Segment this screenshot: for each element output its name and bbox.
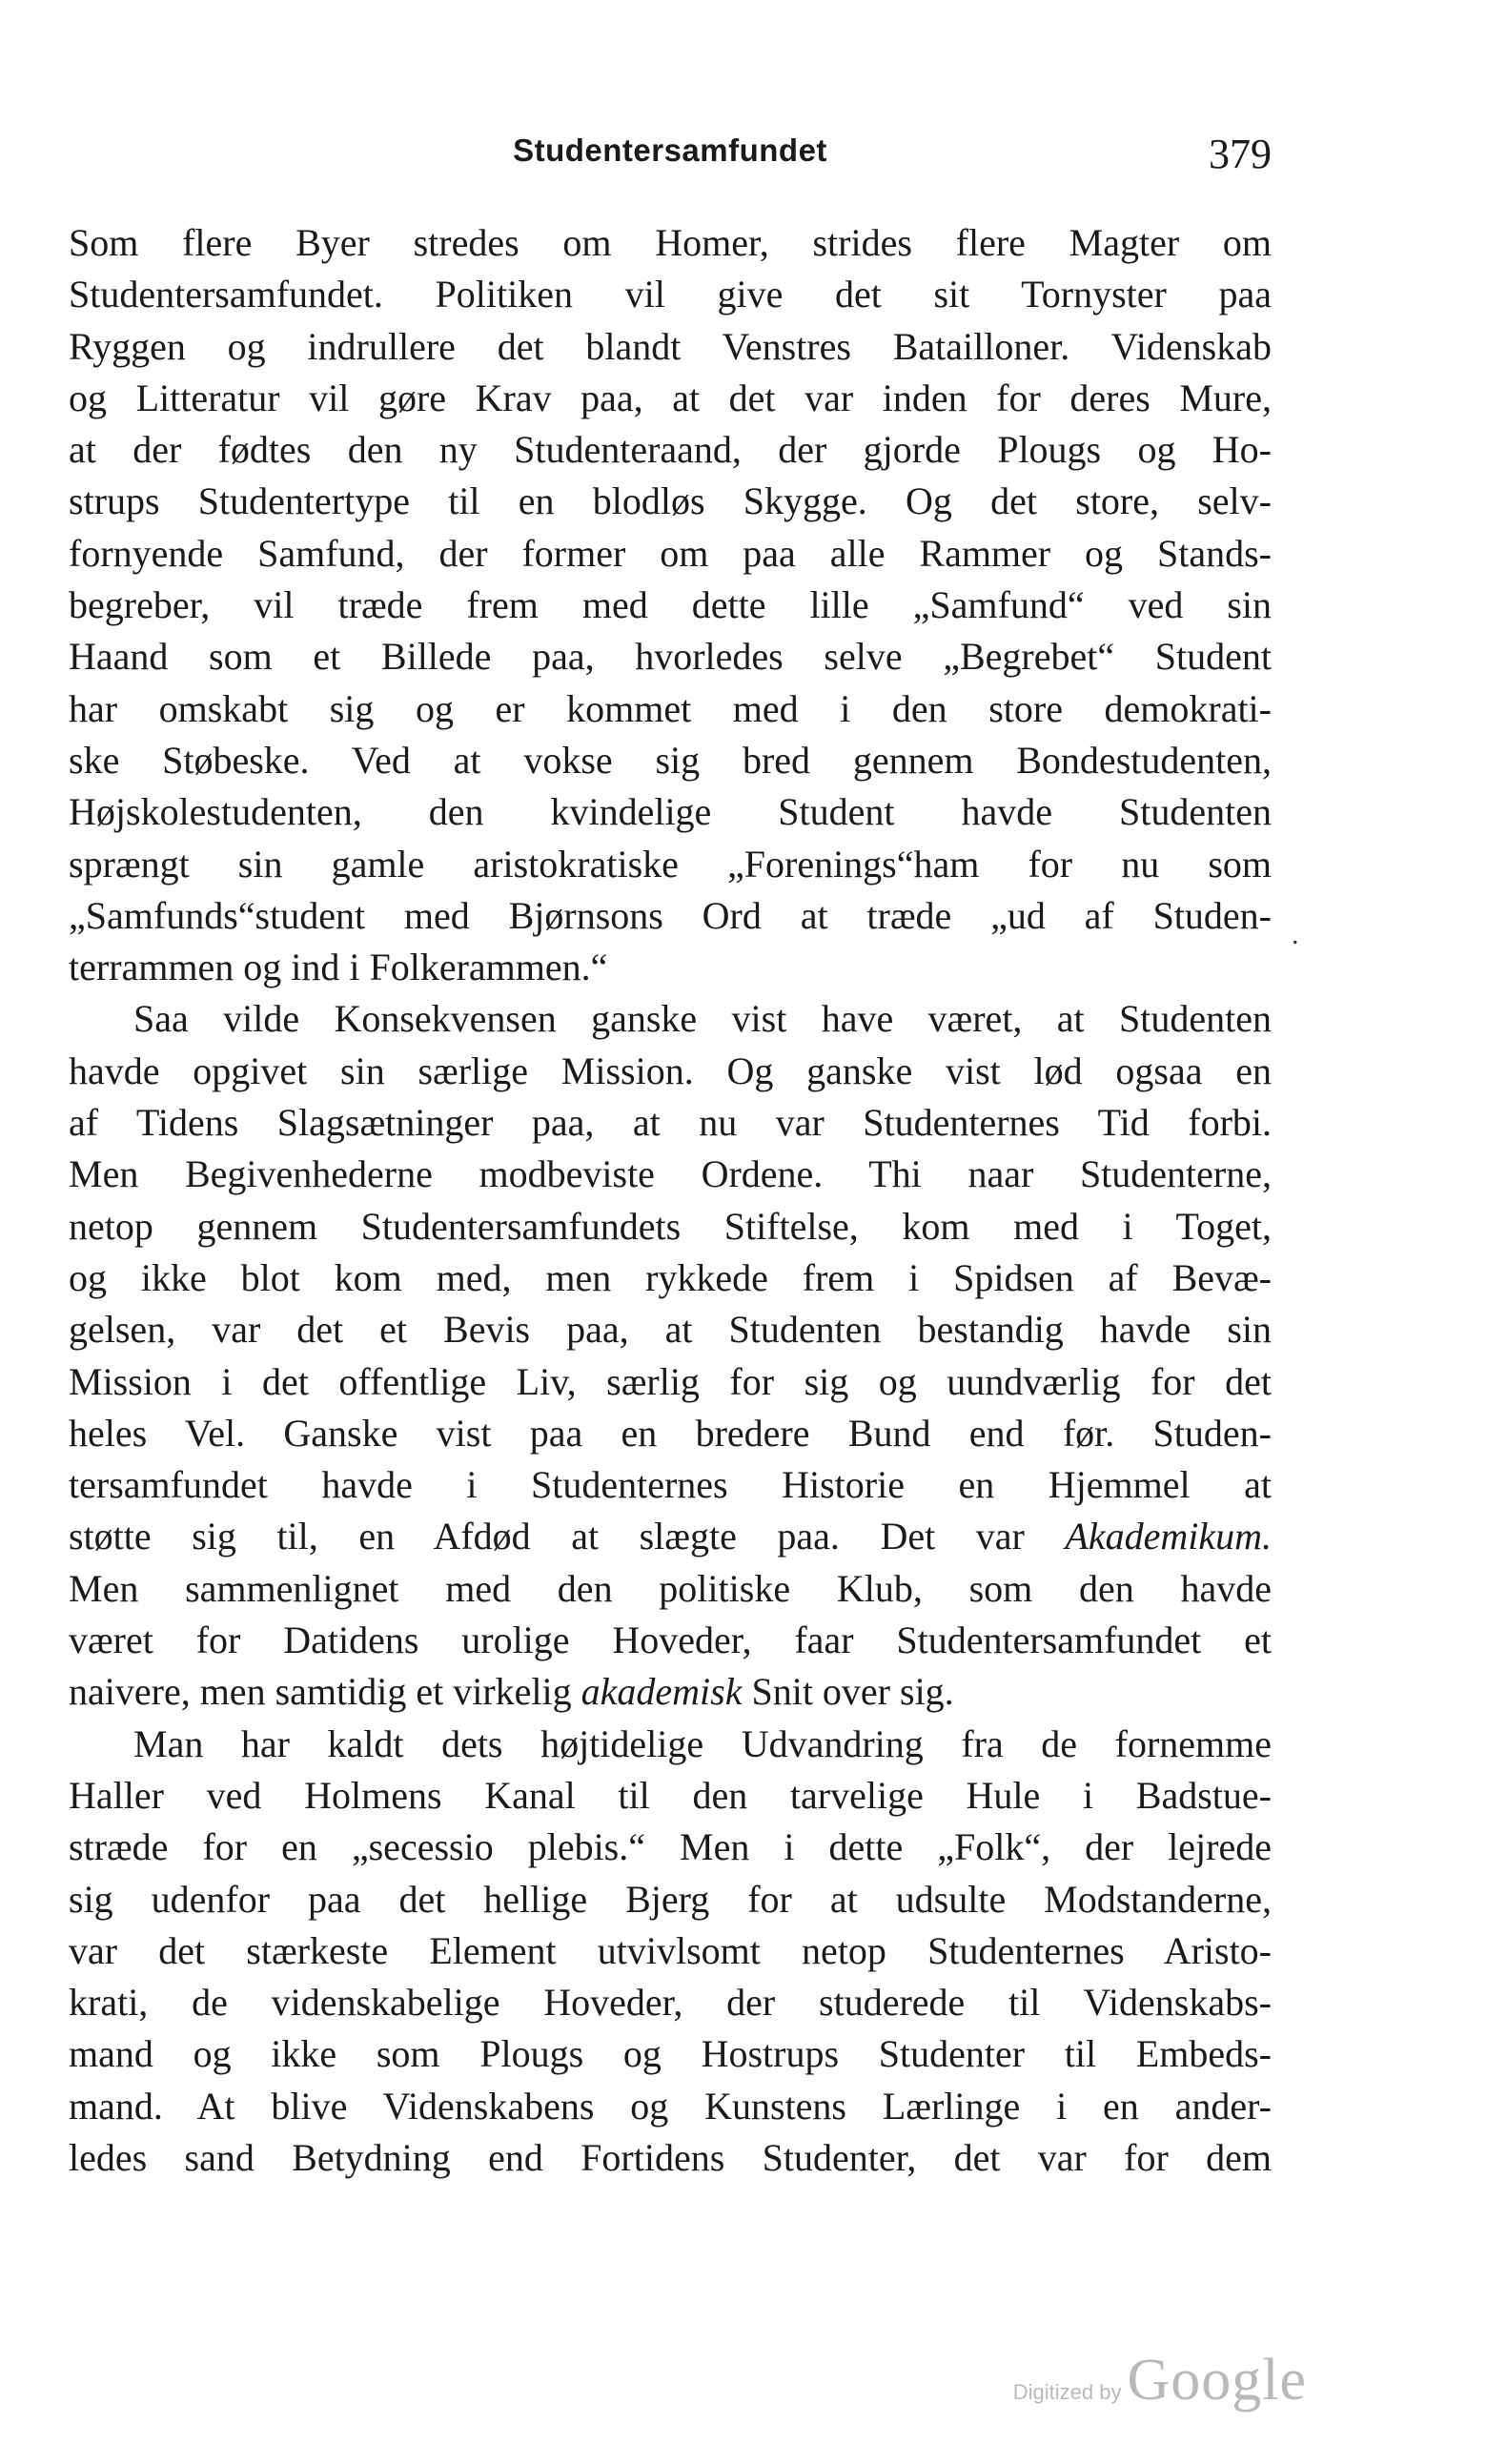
text-line: tersamfundet havde i Studenternes Historie en Hjemmel at	[69, 1463, 1272, 1507]
text-line: mand og ikke som Plougs og Hostrups Studenter til Embeds-	[69, 2032, 1272, 2076]
text-line: at der fødtes den ny Studenteraand, der gjorde Plougs og Ho-	[69, 428, 1272, 472]
text-line: Men Begivenhederne modbeviste Ordene. Thi naar Studenterne,	[69, 1152, 1272, 1196]
running-title: Studentersamfundet	[513, 132, 827, 168]
text-run: naivere, men samtidig et virkelig	[69, 1670, 581, 1714]
text-line: Men sammenlignet med den politiske Klub, som den havde	[69, 1566, 1272, 1610]
digitized-watermark	[1013, 2347, 1307, 2414]
text-line: og Litteratur vil gøre Krav paa, at det var inden for deres Mure,	[69, 376, 1272, 419]
text-line: Ryggen og indrullere det blandt Venstres Batailloner. Videnskab	[69, 324, 1272, 368]
paragraph-first-line: Man har kaldt dets højtidelige Udvandring fra de fornemme	[133, 1721, 1272, 1765]
running-header	[69, 122, 1272, 179]
text-line: været for Datidens urolige Hoveder, faar Studentersamfundet et	[69, 1619, 1272, 1662]
watermark-prefix: Digitized by	[1012, 2380, 1122, 2404]
text-line: strups Studentertype til en blodløs Skygge. Og det store, selv-	[69, 479, 1272, 523]
text-line	[69, 1511, 1272, 1562]
text-line: fornyende Samfund, der former om paa alle Rammer og Stands-	[69, 531, 1272, 575]
google-logo: Google	[1127, 2348, 1307, 2413]
text-line: Mission i det offentlige Liv, særlig for sig og uundværlig for det	[69, 1359, 1272, 1403]
text-line: havde opgivet sin særlige Mission. Og ganske vist lød ogsaa en	[69, 1049, 1272, 1092]
text-line: netop gennem Studentersamfundets Stiftelse, kom med i Toget,	[69, 1204, 1272, 1248]
emphasis-akademisk: akademisk	[580, 1670, 743, 1714]
emphasis-akademikum: Akademikum.	[1065, 1515, 1272, 1558]
text-line: var det stærkeste Element utvivlsomt netop Studenternes Aristo-	[69, 1928, 1272, 1972]
text-line: Højskolestudenten, den kvindelige Student havde Studenten	[69, 790, 1272, 834]
text-line: gelsen, var det et Bevis paa, at Studenten bestandig havde sin	[69, 1308, 1272, 1352]
text-line: begreber, vil træde frem med dette lille „Samfund“ ved sin	[69, 583, 1272, 627]
text-line: krati, de videnskabelige Hoveder, der studerede til Videnskabs-	[69, 1981, 1272, 2025]
paragraph-first-line: Saa vilde Konsekvensen ganske vist have været, at Studenten	[133, 997, 1272, 1041]
text-line: heles Vel. Ganske vist paa en bredere Bund end før. Studen-	[69, 1411, 1272, 1455]
text-line: stræde for en „secessio plebis.“ Men i dette „Folk“, der lejrede	[69, 1825, 1272, 1869]
text-line: sprængt sin gamle aristokratiske „Forenings“ham for nu som	[69, 842, 1272, 886]
text-line: ske Støbeske. Ved at vokse sig bred gennem Bondestudenten,	[69, 738, 1272, 782]
text-line: og ikke blot kom med, men rykkede frem i Spidsen af Bevæ-	[69, 1255, 1272, 1299]
text-run: støtte sig til, en Afdød at slægte paa. Det var	[69, 1515, 1066, 1558]
text-line: terrammen og ind i Folkerammen.“	[69, 946, 608, 989]
text-line: sig udenfor paa det hellige Bjerg for at udsulte Modstanderne,	[69, 1877, 1272, 1921]
text-line: har omskabt sig og er kommet med i den store demokrati-	[69, 686, 1272, 730]
text-line: af Tidens Slagsætninger paa, at nu var Studenternes Tid forbi.	[69, 1101, 1272, 1145]
text-line: ledes sand Betydning end Fortidens Studenter, det var for dem	[69, 2135, 1272, 2179]
text-line: Studentersamfundet. Politiken vil give det sit Tornyster paa	[69, 273, 1272, 316]
text-line: Som flere Byer stredes om Homer, strides flere Magter om	[69, 221, 1272, 264]
text-line: mand. At blive Videnskabens og Kunstens Lærlinge i en ander-	[69, 2084, 1272, 2128]
text-line: Haand som et Billede paa, hvorledes selve „Begrebet“ Student	[69, 635, 1272, 679]
text-line: Haller ved Holmens Kanal til den tarvelige Hule i Badstue-	[69, 1773, 1272, 1817]
page-number: 379	[1209, 131, 1272, 177]
text-line: „Samfunds“student med Bjørnsons Ord at træde „ud af Studen-	[69, 893, 1272, 937]
text-line	[69, 1666, 1272, 1718]
body-text	[69, 217, 1272, 2184]
margin-mark: .	[1292, 919, 1299, 950]
text-run: Snit over sig.	[742, 1670, 954, 1714]
